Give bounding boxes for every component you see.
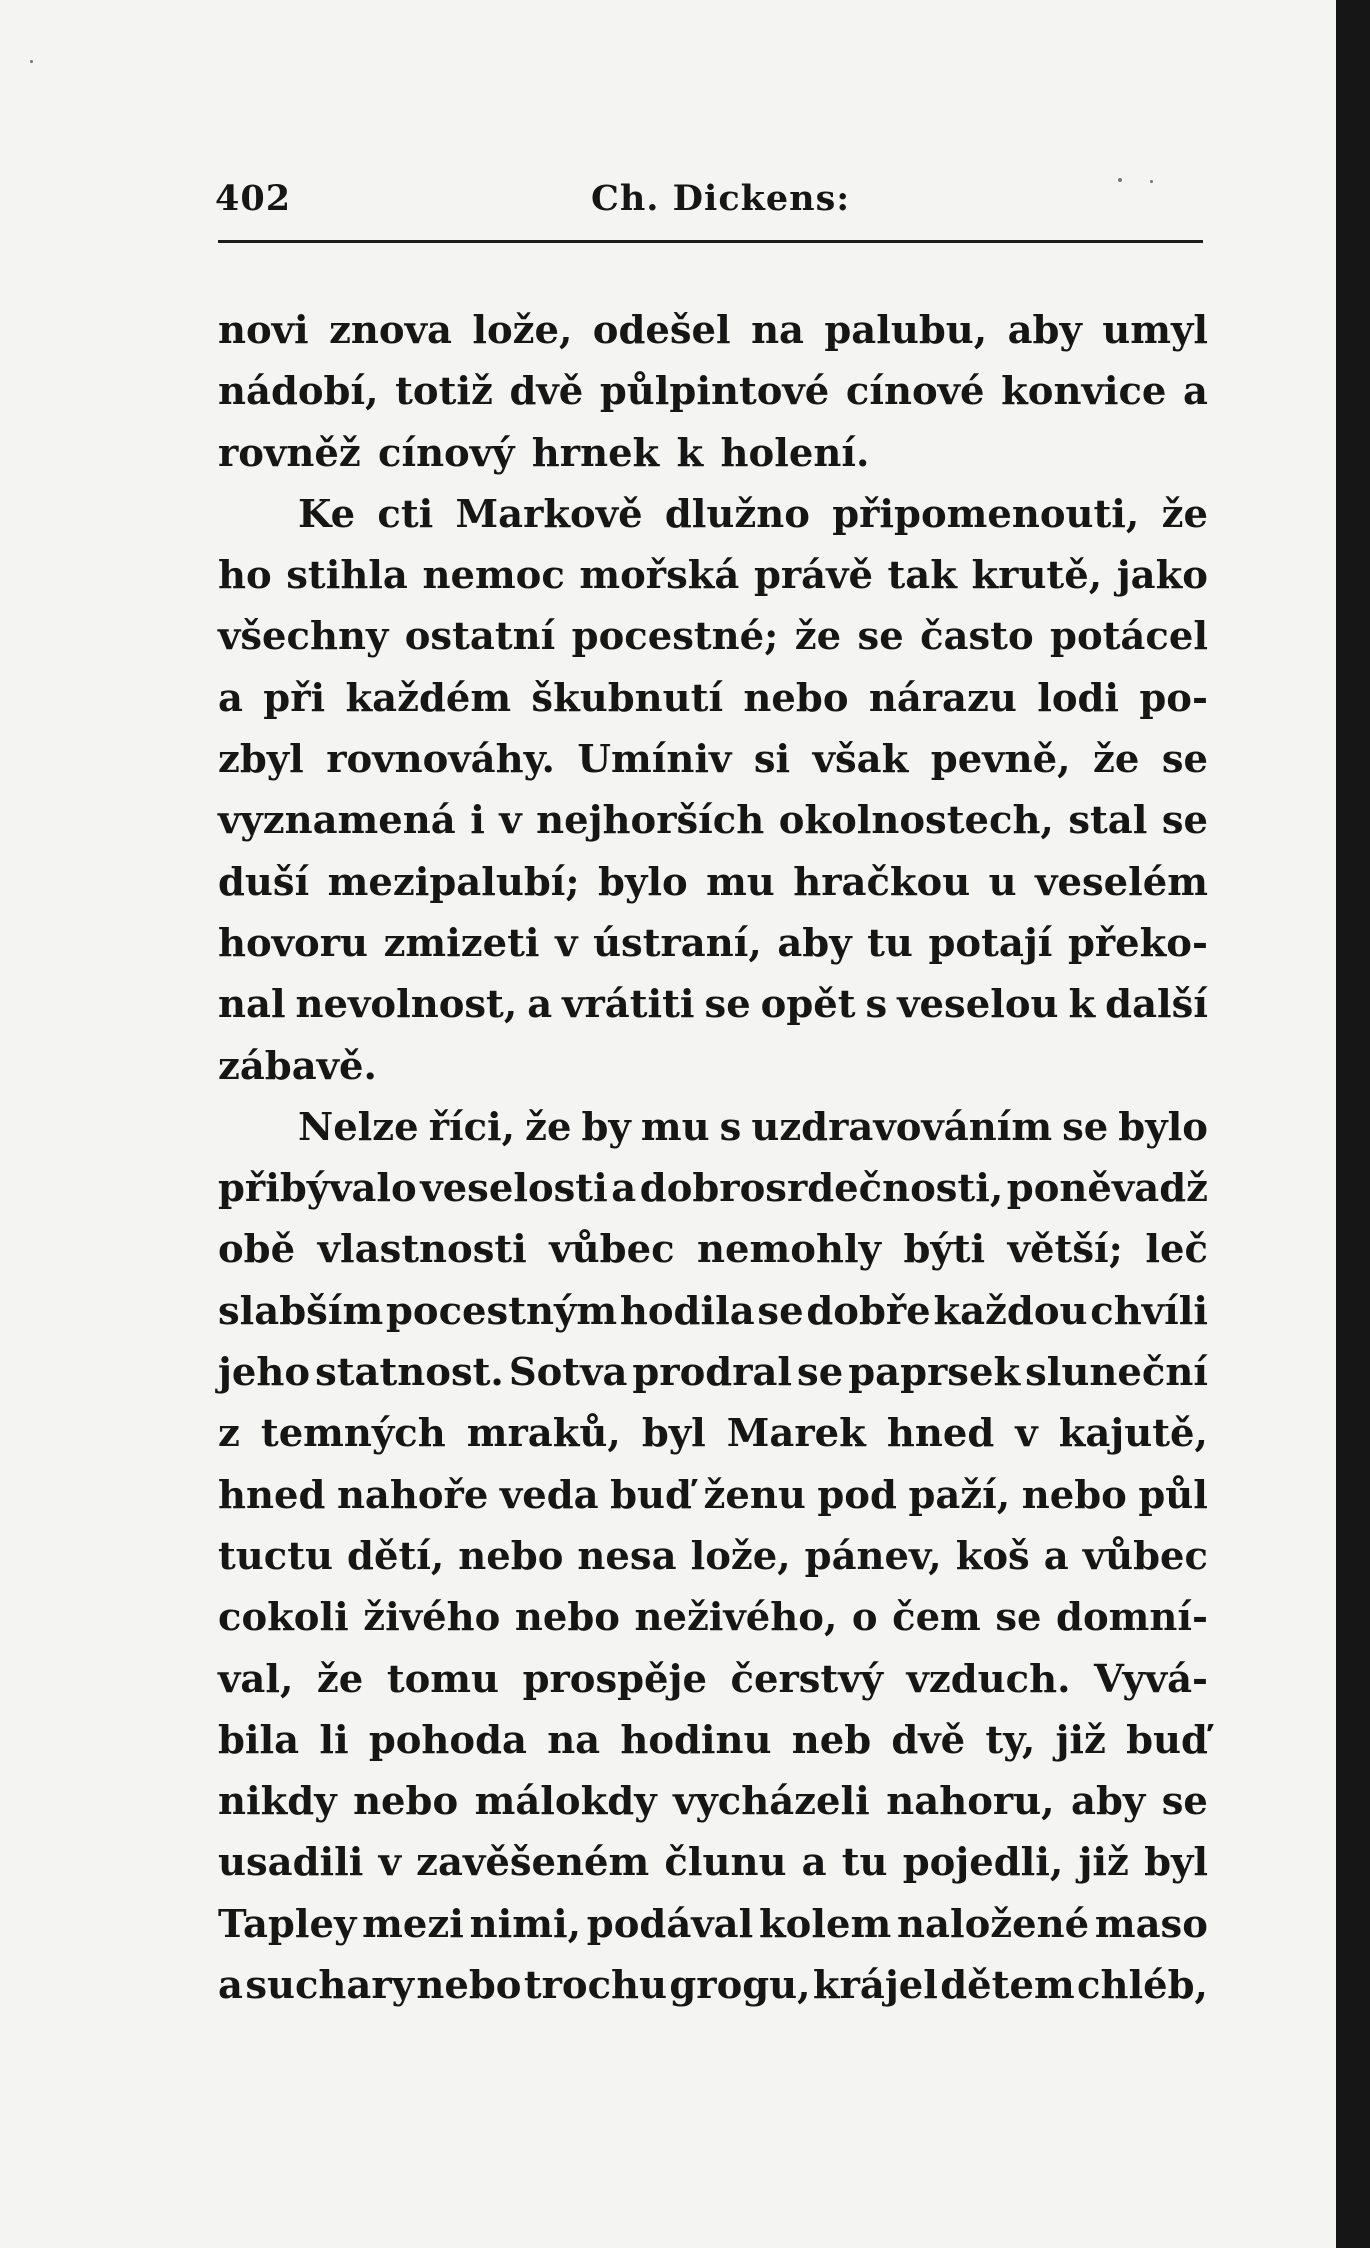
word: zmizeti xyxy=(383,920,540,966)
word: se xyxy=(995,1595,1042,1641)
word: bylo xyxy=(1118,1104,1208,1150)
word: půlpintové xyxy=(599,369,830,415)
word: jako xyxy=(1116,553,1208,599)
text-line xyxy=(218,1465,1208,1526)
word: se xyxy=(757,1288,804,1334)
text-line xyxy=(218,545,1208,606)
word: temných xyxy=(260,1411,446,1457)
word: Vyvá- xyxy=(1094,1656,1208,1702)
word: v xyxy=(1015,1411,1038,1457)
word: zbyl xyxy=(218,737,304,783)
word: cínové xyxy=(845,369,985,415)
text-line xyxy=(218,1219,1208,1280)
word: Markově xyxy=(455,491,643,537)
word: nevolnost, xyxy=(295,982,518,1028)
word: vrátiti xyxy=(562,982,695,1028)
word: na xyxy=(751,308,804,353)
word: škubnutí xyxy=(531,675,724,721)
word: rovnováhy. xyxy=(326,737,555,783)
word: tomu xyxy=(386,1656,500,1702)
word: že xyxy=(794,614,842,660)
word: v xyxy=(499,798,522,844)
word: čem xyxy=(892,1595,981,1641)
page-header xyxy=(215,178,1205,230)
word: novi xyxy=(218,308,309,353)
word: znova xyxy=(329,308,452,353)
word: a xyxy=(527,982,553,1028)
word: totiž xyxy=(395,369,493,415)
word: nikdy xyxy=(218,1779,337,1825)
word: k xyxy=(1068,982,1096,1028)
word: Tapley xyxy=(218,1901,357,1947)
text-line xyxy=(218,668,1208,729)
word: duší xyxy=(218,859,310,905)
word: dobře xyxy=(806,1288,931,1334)
word: veselou xyxy=(897,982,1059,1028)
word: podával xyxy=(586,1901,754,1947)
word: byl xyxy=(641,1411,706,1457)
text-line xyxy=(218,1710,1208,1771)
text-line xyxy=(218,1158,1208,1219)
word: tak xyxy=(887,553,957,599)
word: hned xyxy=(886,1411,995,1457)
word: statnost. xyxy=(315,1350,504,1396)
word: nádobí, xyxy=(218,369,379,415)
word: že xyxy=(316,1656,364,1702)
word: jeho xyxy=(218,1350,311,1396)
word: že xyxy=(1092,737,1140,783)
word: aby xyxy=(1007,308,1082,353)
word: potácel xyxy=(1050,614,1208,660)
word: paží, xyxy=(908,1472,1011,1518)
word: pojedli, xyxy=(902,1840,1064,1886)
word: lodi xyxy=(1037,675,1120,721)
word: Marek xyxy=(726,1411,866,1457)
word: se xyxy=(1161,798,1208,844)
word: koš xyxy=(955,1533,1030,1579)
word: uzdravováním xyxy=(751,1104,1053,1150)
word: hodinu xyxy=(620,1717,772,1763)
word: nal xyxy=(218,982,286,1028)
word: větší; xyxy=(1007,1227,1123,1273)
word: právě xyxy=(753,553,873,599)
word: trochu xyxy=(523,1963,667,2009)
word: chvíli xyxy=(1090,1288,1208,1334)
word: a xyxy=(218,1963,243,2009)
word: pohoda xyxy=(368,1717,527,1763)
word: nesa xyxy=(577,1533,677,1579)
word: zábavě. xyxy=(218,1043,377,1089)
word: neb xyxy=(791,1717,872,1763)
word: každou xyxy=(933,1288,1088,1334)
text-line xyxy=(218,1771,1208,1832)
word: mořská xyxy=(579,553,740,599)
text-line xyxy=(218,484,1208,545)
word: ostatní xyxy=(404,614,556,660)
word: nemoc xyxy=(422,553,565,599)
word: veselém xyxy=(1035,859,1208,905)
word: málokdy xyxy=(474,1779,657,1825)
word: paprsek xyxy=(848,1350,1021,1396)
text-line xyxy=(218,1281,1208,1342)
scan-speck xyxy=(1118,178,1122,182)
word: nebo xyxy=(458,1533,564,1579)
word: již xyxy=(1078,1840,1129,1886)
word: často xyxy=(920,614,1034,660)
word: okolnostech, xyxy=(778,798,1054,844)
word: obě xyxy=(218,1227,296,1273)
word: prospěje xyxy=(522,1656,707,1702)
body-text xyxy=(218,300,1208,2016)
word: v xyxy=(378,1840,401,1886)
word: opět xyxy=(760,982,856,1028)
word: vycházeli xyxy=(673,1779,870,1825)
word: sluneční xyxy=(1025,1350,1208,1396)
word: se xyxy=(797,1350,844,1396)
scan-speck xyxy=(30,60,33,63)
word: že xyxy=(525,1104,572,1150)
word: hrnek xyxy=(531,430,660,476)
text-line xyxy=(218,606,1208,667)
text-line xyxy=(218,1526,1208,1587)
word: každém xyxy=(345,675,512,721)
word: nemohly xyxy=(697,1227,881,1273)
word: říci, xyxy=(428,1104,516,1150)
word: člunu xyxy=(664,1840,787,1886)
word: ženu xyxy=(703,1472,806,1518)
word: v xyxy=(555,920,578,966)
word: Umíniv xyxy=(577,737,732,783)
word: buď xyxy=(1126,1717,1208,1763)
word: tuctu xyxy=(218,1533,333,1579)
word: vzduch. xyxy=(906,1656,1071,1702)
word: zavěšeném xyxy=(416,1840,650,1886)
word: vlastnosti xyxy=(317,1227,527,1273)
word: se xyxy=(704,982,751,1028)
text-line xyxy=(218,974,1208,1035)
word: buď xyxy=(610,1472,692,1518)
word: cti xyxy=(377,491,434,537)
word: Nelze xyxy=(298,1104,419,1150)
word: neživého, xyxy=(634,1595,838,1641)
word: ústraní, xyxy=(593,920,762,966)
word: z xyxy=(218,1411,240,1457)
scan-speck xyxy=(1340,22,1345,25)
word: val, xyxy=(218,1656,294,1702)
word: nárazu xyxy=(868,675,1017,721)
word: hodila xyxy=(619,1288,755,1334)
word: dětem xyxy=(940,1963,1075,2009)
word: mu xyxy=(640,1104,710,1150)
word: maso xyxy=(1094,1901,1208,1947)
word: překo- xyxy=(1067,920,1208,966)
word: odešel xyxy=(592,308,731,353)
page-number: 402 xyxy=(215,178,292,219)
word: domní- xyxy=(1056,1595,1208,1641)
text-line xyxy=(218,729,1208,790)
word: a xyxy=(1183,369,1208,415)
scan-speck xyxy=(1150,180,1153,183)
word: další xyxy=(1105,982,1208,1028)
word: u xyxy=(988,859,1017,905)
word: rovněž xyxy=(218,430,361,476)
word: nahoru, xyxy=(886,1779,1055,1825)
word: s xyxy=(865,982,888,1028)
word: připomenouti, xyxy=(832,491,1140,537)
word: bylo xyxy=(598,859,688,905)
word: nebo xyxy=(416,1963,522,2009)
word: pevně, xyxy=(930,737,1071,783)
word: mezi xyxy=(362,1901,464,1947)
text-line xyxy=(218,1894,1208,1955)
word: k xyxy=(676,430,704,476)
word: se xyxy=(857,614,904,660)
word: nahoře xyxy=(336,1472,489,1518)
word: krutě, xyxy=(971,553,1103,599)
word: cokoli xyxy=(218,1595,349,1641)
word: však xyxy=(812,737,909,783)
word: s xyxy=(719,1104,742,1150)
word: li xyxy=(319,1717,349,1763)
word: pocestným xyxy=(385,1288,618,1334)
text-line xyxy=(218,1036,1208,1097)
word: hovoru xyxy=(218,920,368,966)
text-line xyxy=(218,361,1208,422)
word: grogu, xyxy=(669,1963,811,2009)
word: nebo xyxy=(1021,1472,1127,1518)
text-line xyxy=(218,1342,1208,1403)
word: tu xyxy=(841,1840,888,1886)
word: vyznamená xyxy=(218,798,456,844)
word: všechny xyxy=(218,614,389,660)
word: ty, xyxy=(985,1717,1036,1763)
word: aby xyxy=(777,920,852,966)
word: kajutě, xyxy=(1058,1411,1208,1457)
text-line xyxy=(218,1403,1208,1464)
word: si xyxy=(753,737,791,783)
word: cínový xyxy=(378,430,515,476)
word: pánev, xyxy=(804,1533,942,1579)
word: Sotva xyxy=(508,1350,628,1396)
word: naložené xyxy=(897,1901,1090,1947)
word: veda xyxy=(499,1472,599,1518)
text-line xyxy=(218,1649,1208,1710)
word: konvice xyxy=(1001,369,1167,415)
word: se xyxy=(1062,1104,1109,1150)
word: vůbec xyxy=(549,1227,675,1273)
word: při xyxy=(263,675,326,721)
word: nebo xyxy=(514,1595,620,1641)
word: by xyxy=(581,1104,631,1150)
word: prodral xyxy=(632,1350,793,1396)
text-line xyxy=(218,300,1208,361)
word: pod xyxy=(817,1472,897,1518)
running-head: Ch. Dickens: xyxy=(591,178,851,219)
word: leč xyxy=(1145,1227,1208,1273)
word: stihla xyxy=(286,553,408,599)
text-line xyxy=(218,423,1208,484)
word: suchary xyxy=(245,1963,415,2009)
word: že xyxy=(1161,491,1208,537)
word: i xyxy=(470,798,485,844)
word: byl xyxy=(1144,1840,1208,1886)
word: živého xyxy=(363,1595,501,1641)
word: vůbec xyxy=(1082,1533,1208,1579)
word: tu xyxy=(867,920,913,966)
header-rule xyxy=(218,240,1203,243)
word: hned xyxy=(218,1472,326,1518)
word: a xyxy=(1043,1533,1069,1579)
word: lože, xyxy=(472,308,573,353)
word: a xyxy=(218,675,243,721)
word: Ke xyxy=(298,491,356,537)
text-line xyxy=(218,1097,1208,1158)
text-line xyxy=(218,913,1208,974)
text-line xyxy=(218,1955,1208,2016)
word: přibývalo xyxy=(218,1166,417,1212)
word: býti xyxy=(903,1227,986,1273)
word: dlužno xyxy=(664,491,810,537)
word: se xyxy=(1161,737,1208,783)
word: veselosti xyxy=(420,1166,608,1212)
word: kolem xyxy=(759,1901,892,1947)
word: palubu, xyxy=(824,308,988,353)
word: půl xyxy=(1138,1472,1208,1518)
word: hračkou xyxy=(793,859,971,905)
word: holení. xyxy=(720,430,870,476)
word: nebo xyxy=(353,1779,459,1825)
word: dvě xyxy=(509,369,584,415)
word: nejhorších xyxy=(536,798,765,844)
word: nimi, xyxy=(469,1901,582,1947)
word: aby xyxy=(1071,1779,1146,1825)
word: pocestné; xyxy=(571,614,779,660)
word: na xyxy=(547,1717,601,1763)
word: po- xyxy=(1139,675,1208,721)
word: krájel xyxy=(812,1963,938,2009)
text-line xyxy=(218,852,1208,913)
word: slabším xyxy=(218,1288,384,1334)
word: o xyxy=(851,1595,878,1641)
word: čerstvý xyxy=(730,1656,883,1702)
word: usadili xyxy=(218,1840,364,1886)
text-line xyxy=(218,1832,1208,1893)
word: dobrosrdečnosti, xyxy=(639,1166,1004,1212)
word: umyl xyxy=(1102,308,1208,353)
word: bila xyxy=(218,1717,300,1763)
word: chléb, xyxy=(1077,1963,1208,2009)
word: poněvadž xyxy=(1006,1166,1208,1212)
text-line xyxy=(218,790,1208,851)
word: stal xyxy=(1068,798,1148,844)
word: nebo xyxy=(743,675,849,721)
text-line xyxy=(218,1587,1208,1648)
word: se xyxy=(1161,1779,1208,1825)
word: a xyxy=(801,1840,827,1886)
word: lože, xyxy=(690,1533,791,1579)
word: mezipalubí; xyxy=(327,859,580,905)
word: ho xyxy=(218,553,272,599)
word: a xyxy=(611,1166,637,1212)
word: dětí, xyxy=(347,1533,445,1579)
word: mu xyxy=(706,859,775,905)
word: potají xyxy=(928,920,1053,966)
word: mraků, xyxy=(466,1411,621,1457)
word: již xyxy=(1055,1717,1106,1763)
word: dvě xyxy=(891,1717,966,1763)
